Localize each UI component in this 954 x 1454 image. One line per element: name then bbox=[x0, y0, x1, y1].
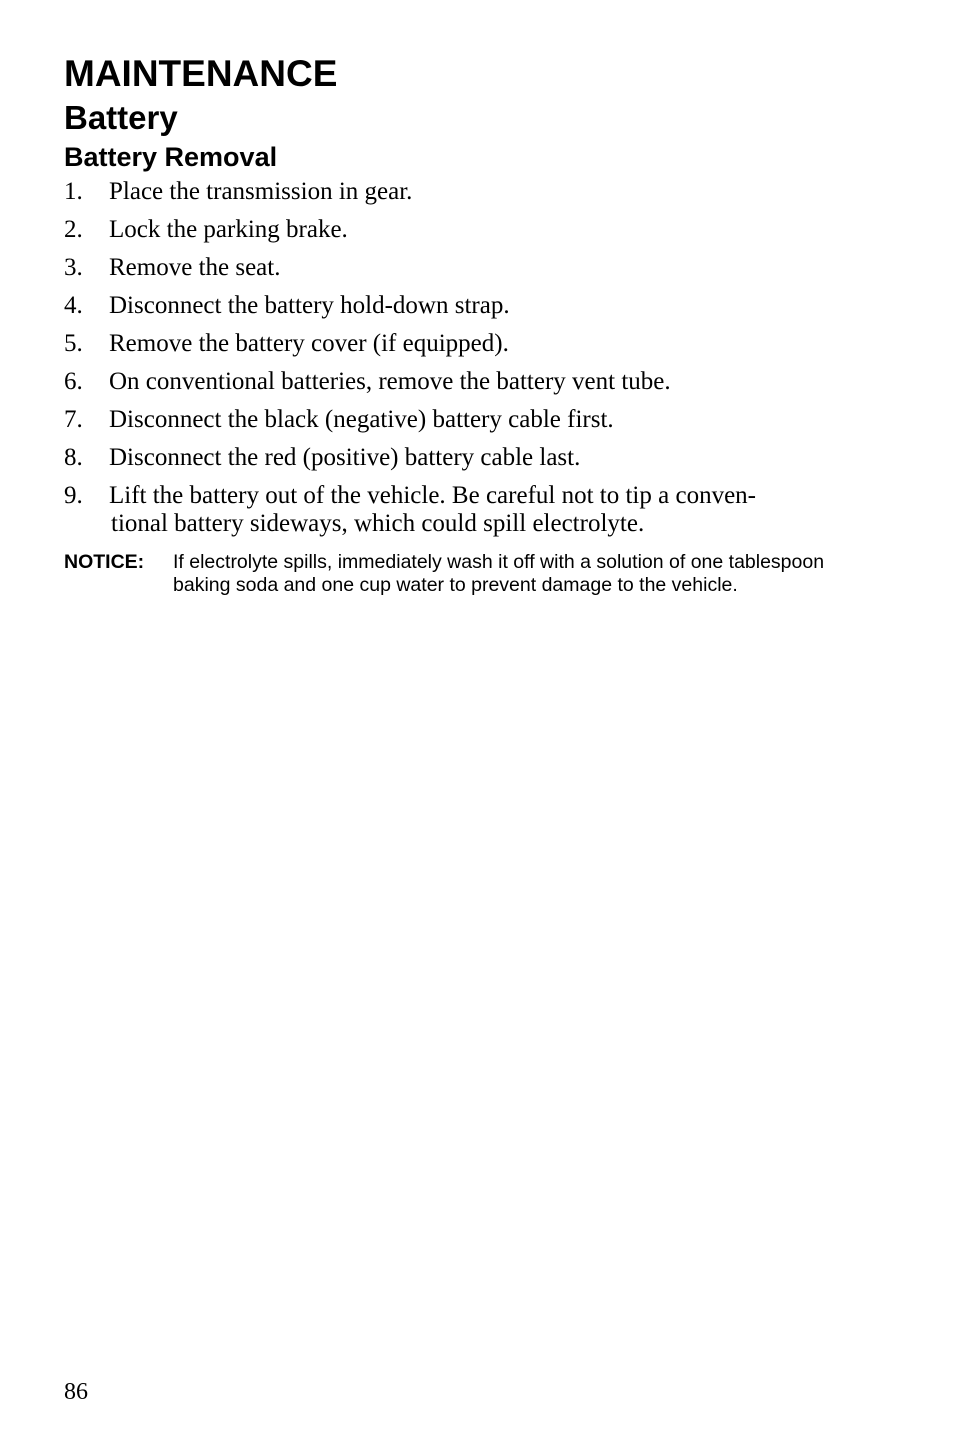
step-text-continuation: tional battery sideways, which could spill electrolyte. bbox=[111, 510, 645, 537]
step-item bbox=[64, 482, 864, 538]
step-number: 1. bbox=[64, 178, 83, 205]
section-title: MAINTENANCE bbox=[64, 53, 338, 94]
page-number: 86 bbox=[64, 1379, 88, 1405]
topic-title: Battery bbox=[64, 99, 178, 136]
step-text: On conventional batteries, remove the battery vent tube. bbox=[109, 368, 671, 395]
step-item bbox=[64, 216, 864, 244]
step-number: 9. bbox=[64, 482, 83, 509]
notice-block bbox=[64, 551, 884, 597]
step-item bbox=[64, 330, 864, 358]
step-number: 2. bbox=[64, 216, 83, 243]
step-number: 4. bbox=[64, 292, 83, 319]
step-item bbox=[64, 178, 864, 206]
step-text: Disconnect the red (positive) battery cable last. bbox=[109, 444, 581, 471]
notice-text: If electrolyte spills, immediately wash it off with a solution of one tablespoon baking soda and one cup water to prevent damage to the vehicle. bbox=[173, 551, 825, 596]
step-text: Disconnect the black (negative) battery cable first. bbox=[109, 406, 614, 433]
removal-steps-list bbox=[64, 178, 864, 548]
step-number: 5. bbox=[64, 330, 83, 357]
step-number: 6. bbox=[64, 368, 83, 395]
subtopic-title: Battery Removal bbox=[64, 142, 278, 172]
step-text: Disconnect the battery hold-down strap. bbox=[109, 292, 510, 319]
step-item bbox=[64, 368, 864, 396]
step-item bbox=[64, 444, 864, 472]
step-item bbox=[64, 254, 864, 282]
step-number: 3. bbox=[64, 254, 83, 281]
step-text: Remove the battery cover (if equipped). bbox=[109, 330, 509, 357]
step-number: 8. bbox=[64, 444, 83, 471]
step-text: Remove the seat. bbox=[109, 254, 281, 281]
step-text: Lock the parking brake. bbox=[109, 216, 348, 243]
notice-label: NOTICE: bbox=[64, 551, 145, 573]
step-text-block bbox=[109, 482, 864, 538]
step-text: Place the transmission in gear. bbox=[109, 178, 413, 205]
step-item bbox=[64, 292, 864, 320]
step-item bbox=[64, 406, 864, 434]
step-text: Lift the battery out of the vehicle. Be careful not to tip a conven- bbox=[109, 482, 756, 509]
step-number: 7. bbox=[64, 406, 83, 433]
